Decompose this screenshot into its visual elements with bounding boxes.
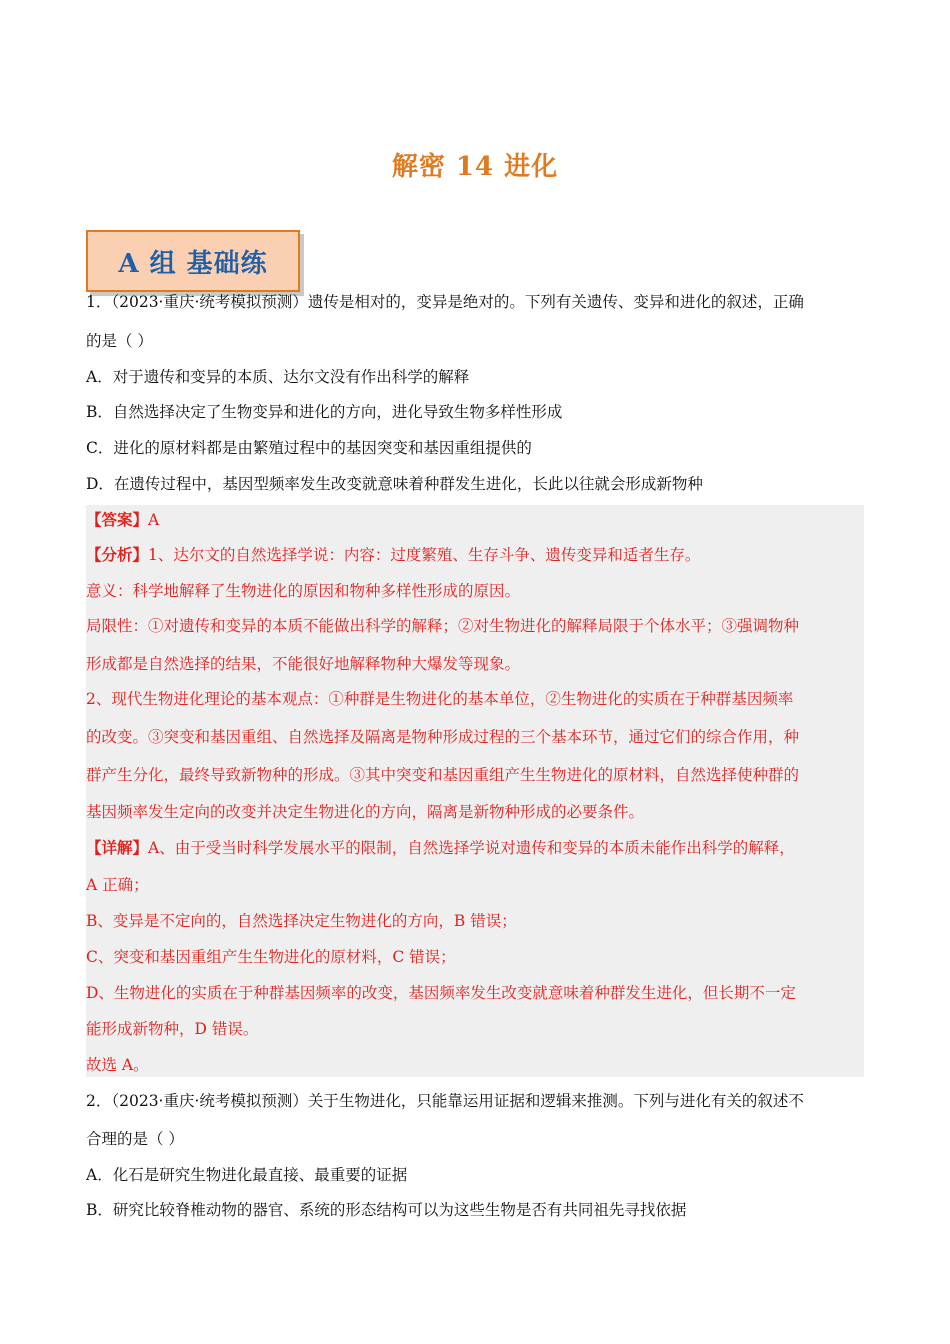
- q2-stem-line1: 2．（2023·重庆·统考模拟预测）关于生物进化，只能靠运用证据和逻辑来推测。下列与进化有关的叙述不: [86, 1092, 804, 1110]
- group-label: A 组 基础练: [118, 248, 268, 279]
- q2-option-b: B．研究比较脊椎动物的器官、系统的形态结构可以为这些生物是否有共同祖先寻找依据: [86, 1201, 687, 1219]
- detail-line: C、突变和基因重组产生生物进化的原材料，C 错误；: [86, 948, 456, 966]
- q1-option-b: B．自然选择决定了生物变异和进化的方向，进化导致生物多样性形成: [86, 403, 563, 421]
- analysis-line: 的改变。③突变和基因重组、自然选择及隔离是物种形成过程的三个基本环节，通过它们的综合作用，种: [86, 728, 800, 746]
- conclusion-line: 故选 A。: [86, 1056, 149, 1074]
- answer-value: A: [148, 511, 160, 529]
- group-label-box: [86, 230, 300, 292]
- q1-stem-line2: 的是（ ）: [86, 332, 153, 350]
- analysis-line: 局限性：①对遗传和变异的本质不能做出科学的解释；②对生物进化的解释局限于个体水平；③强调物种: [86, 617, 800, 635]
- page-title: 解密 14 进化: [391, 152, 559, 182]
- analysis-line: 形成都是自然选择的结果，不能很好地解释物种大爆发等现象。: [86, 655, 521, 673]
- q1-stem-line1: 1．（2023·重庆·统考模拟预测）遗传是相对的，变异是绝对的。下列有关遗传、变异和进化的叙述，正确: [86, 293, 804, 311]
- analysis-line: 基因频率发生定向的改变并决定生物进化的方向，隔离是新物种形成的必要条件。: [86, 803, 645, 821]
- q2-stem-line2: 合理的是（ ）: [86, 1130, 184, 1148]
- analysis-tag: 【分析】: [86, 545, 149, 564]
- detail-text: A、由于受当时科学发展水平的限制，自然选择学说对遗传和变异的本质未能作出科学的解释，: [148, 839, 795, 857]
- detail-first-line: [86, 837, 866, 859]
- q1-option-a: A．对于遗传和变异的本质、达尔文没有作出科学的解释: [86, 368, 470, 386]
- detail-tag: 【详解】: [86, 838, 149, 857]
- detail-line: B、变异是不定向的，自然选择决定生物进化的方向，B 错误；: [86, 912, 517, 930]
- answer-line: [86, 509, 866, 531]
- answer-tag: 【答案】: [86, 510, 149, 529]
- analysis-line: 群产生分化，最终导致新物种的形成。③其中突变和基因重组产生生物进化的原材料，自然选择使种群的: [86, 766, 800, 784]
- detail-line: D、生物进化的实质在于种群基因频率的改变，基因频率发生改变就意味着种群发生进化，但长期不一定: [86, 984, 796, 1002]
- analysis-first-line: [86, 544, 866, 566]
- q1-option-d: D．在遗传过程中，基因型频率发生改变就意味着种群发生进化，长此以往就会形成新物种: [86, 475, 703, 493]
- q1-option-c: C．进化的原材料都是由繁殖过程中的基因突变和基因重组提供的: [86, 439, 532, 457]
- analysis-text: 1、达尔文的自然选择学说：内容：过度繁殖、生存斗争、遗传变异和适者生存。: [148, 546, 701, 564]
- analysis-line: 意义：科学地解释了生物进化的原因和物种多样性形成的原因。: [86, 582, 521, 600]
- analysis-line: 2、现代生物进化理论的基本观点：①种群是生物进化的基本单位，②生物进化的实质在于种群基因频率: [86, 690, 794, 708]
- detail-line: A 正确；: [86, 876, 149, 894]
- detail-line: 能形成新物种，D 错误。: [86, 1020, 259, 1038]
- q2-option-a: A．化石是研究生物进化最直接、最重要的证据: [86, 1166, 408, 1184]
